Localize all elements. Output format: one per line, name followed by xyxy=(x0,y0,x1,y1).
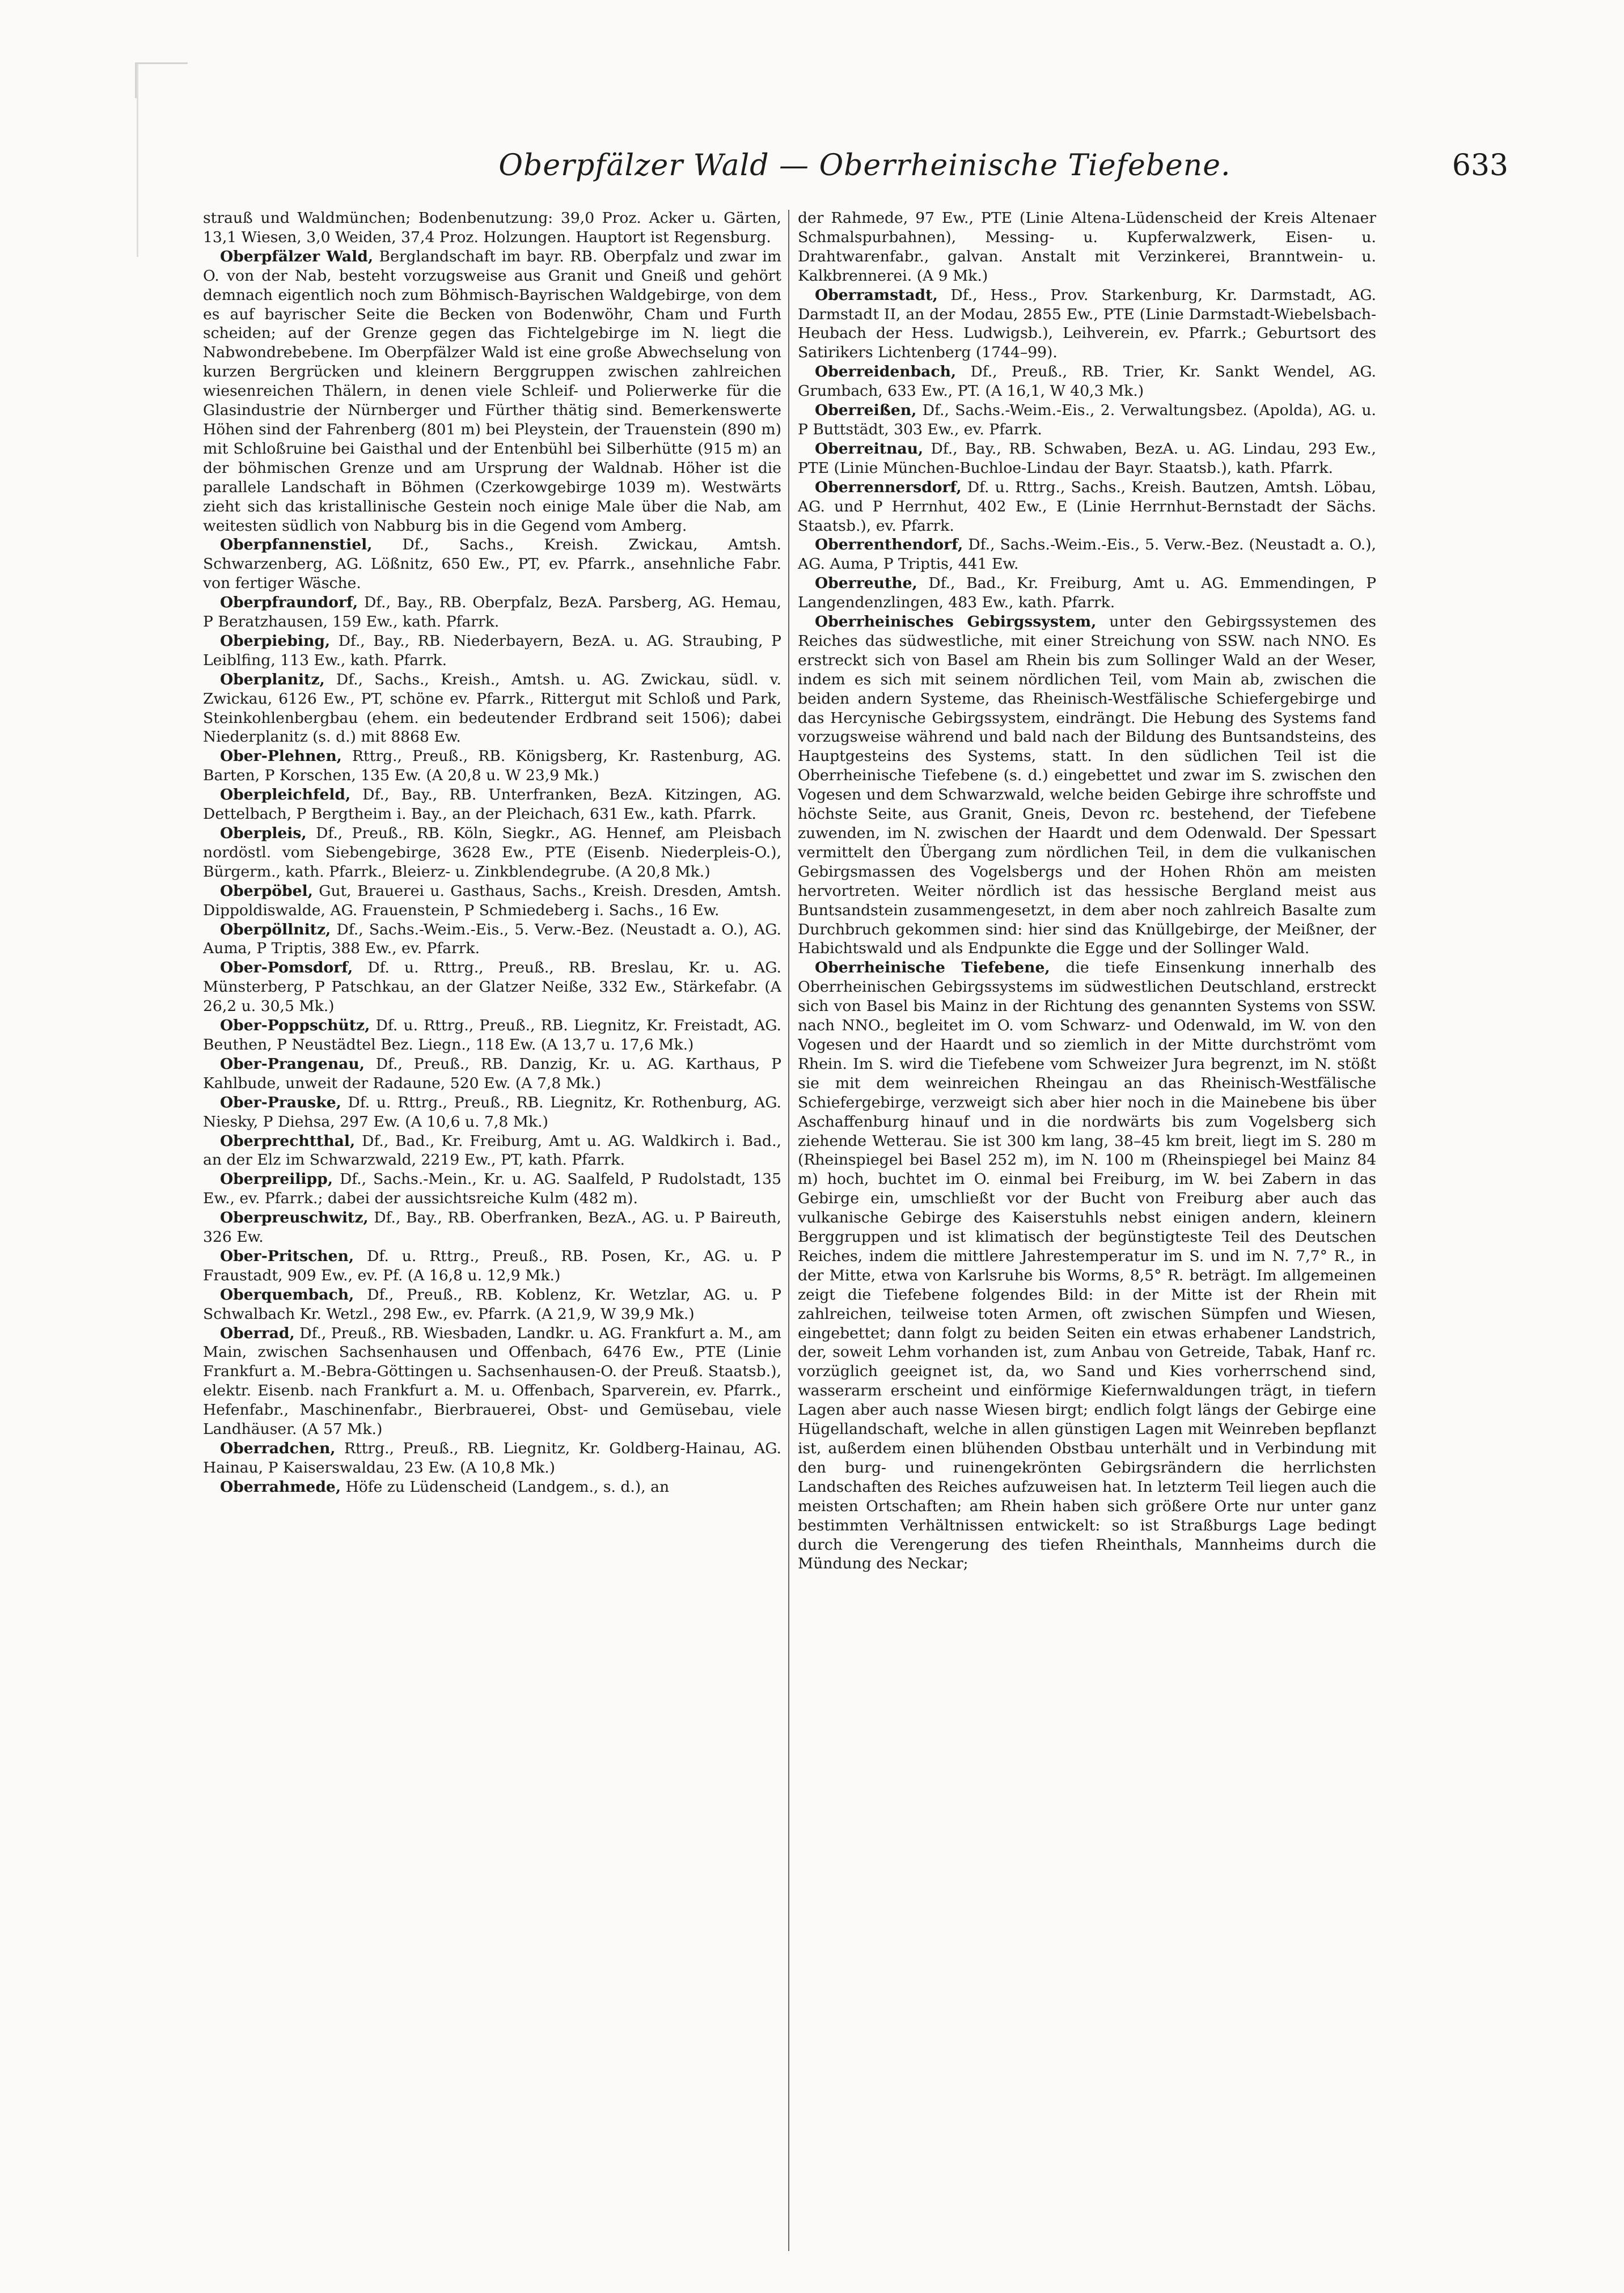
dictionary-entry xyxy=(203,785,781,824)
entry-text: Df., Bay., RB. Schwaben, BezA. u. AG. Lindau, 293 Ew., PTE (Linie München-Buchloe-Lindau der Bayr. Staatsb.), kath. Pfarrk. xyxy=(798,439,1376,477)
entry-text: die tiefe Einsenkung innerhalb des Oberrheinischen Gebirgssystems im südwestlichen Deutschland, erstreckt sich von Basel bis Mainz in der Richtung des genannten Systems von SSW. nach NNO., begleitet im O. vom Schwarz- und Odenwald, im W. von den Vogesen und der Haardt und so ziemlich in der Mitte durchströmt vom Rhein. Im S. wird die Tiefebene vom Schweizer Jura begrenzt, im N. stößt sie mit dem weinreichen Rheingau an das Rheinisch-Westfälische Schiefergebirge, verzweigt sich aber hier noch in die Mainebene bis über Aschaffenburg hinauf und in die nordwärts bis zum Vogelsberg sich ziehende Wetterau. Sie ist 300 km lang, 38–45 km breit, liegt im S. 280 m (Rheinspiegel bei Basel 252 m), im N. 100 m (Rheinspiegel bei Mainz 84 m) hoch, buchtet im O. einmal bei Freiburg, im W. bei Zabern in das Gebirge ein, umschließt vor der Bucht von Freiburg aber auch das vulkanische Gebirge des Kaiserstuhls nebst einigen andern, kleinern Berggruppen und ist klimatisch der begünstigteste Teil des Deutschen Reiches, indem die mittlere Jahrestemperatur im S. und im N. 7,7° R., in der Mitte, etwa von Karlsruhe bis Worms, 8,5° R. beträgt. Im allgemeinen zeigt die Tiefebene folgendes Bild: in der Mitte ist der Rhein mit zahlreichen, teilweise toten Armen, oft zwischen Sümpfen und Wiesen, eingebettet; dann folgt zu beiden Seiten ein etwas erhabener Landstrich, der, soweit Lehm vorhanden ist, zum Anbau von Getreide, Tabak, Hanf rc. vorzüglich geeignet ist, da, wo Sand und Kies vorherrschend sind, wasserarm erscheint und einförmige Kiefernwaldungen trägt, in tiefern Lagen aber auch nasse Wiesen birgt; endlich folgt längs der Gebirge eine Hügellandschaft, welche in allen günstigen Lagen mit Weinreben bepflanzt ist, außerdem einen blühenden Obstbau unterhält und in Verbindung mit den burg- und ruinengekrönten Gebirgsrändern die herrlichsten Landschaften des Reiches aufzuweisen hat. In letzterm Teil liegen auch die meisten Ortschaften; am Rhein haben sich größere Orte nur unter ganz bestimmten Verhältnissen entwickelt: so ist Straßburgs Lage bedingt durch die Verengerung des tiefen Rheinthals, Mannheims durch die Mündung des Neckar; xyxy=(798,959,1376,1573)
dictionary-entry xyxy=(203,1247,781,1285)
dictionary-entry xyxy=(798,958,1376,1573)
entry-text: Df., Bay., RB. Oberpfalz, BezA. Parsberg, AG. Hemau, P Beratzhausen, 159 Ew., kath. Pfarrk. xyxy=(203,594,781,631)
dictionary-entry xyxy=(203,920,781,959)
entry-text: Df., Bad., Kr. Freiburg, Amt u. AG. Waldkirch i. Bad., an der Elz im Schwarzwald, 2219 Ew., PT, kath. Pfarrk. xyxy=(203,1132,781,1169)
entry-text: Df. u. Rttrg., Preuß., RB. Liegnitz, Kr. Freistadt, AG. Beuthen, P Neustädtel Bez. Liegn., 118 Ew. (A 13,7 u. 17,6 Mk.) xyxy=(203,1017,781,1054)
entry-headword: Oberplanitz, xyxy=(220,670,325,688)
dictionary-entry xyxy=(203,247,781,536)
dictionary-entry xyxy=(203,593,781,632)
running-title: Oberpfälzer Wald — Oberrheinische Tiefebene. xyxy=(498,149,1231,183)
entry-text: Df. u. Rttrg., Preuß., RB. Liegnitz, Kr. Rothenburg, AG. Niesky, P Diehsa, 297 Ew. (A 10,6 u. 7,8 Mk.) xyxy=(203,1093,781,1131)
entry-headword: Ober-Prauske, xyxy=(220,1093,341,1111)
entry-text: Df., Sachs., Kreish. Zwickau, Amtsh. Schwarzenberg, AG. Lößnitz, 650 Ew., PT, ev. Pfarrk., ansehnliche Fabr. von fertiger Wäsche. xyxy=(203,536,781,593)
dictionary-entry xyxy=(798,209,1376,286)
entry-headword: Oberpfälzer Wald, xyxy=(220,247,374,265)
dictionary-entry xyxy=(798,612,1376,958)
entry-headword: Oberrad, xyxy=(220,1324,295,1342)
dictionary-entry xyxy=(798,439,1376,478)
entry-text: Df., Bad., Kr. Freiburg, Amt u. AG. Emmendingen, P Langendenzlingen, 483 Ew., kath. Pfarrk. xyxy=(798,574,1376,612)
page-header xyxy=(204,149,1508,188)
dictionary-entry xyxy=(203,747,781,785)
left-column xyxy=(203,209,781,2261)
entry-headword: Ober-Plehnen, xyxy=(220,747,342,765)
dictionary-entry xyxy=(798,574,1376,612)
entry-headword: Oberpöllnitz, xyxy=(220,920,331,938)
entry-headword: Oberreuthe, xyxy=(815,574,917,593)
entry-text: Df., Hess., Prov. Starkenburg, Kr. Darmstadt, AG. Darmstadt II, an der Modau, 2855 Ew., PTE (Linie Darmstadt-Wiebelsbach-Heubach der Hess. Ludwigsb.), Leihverein, ev. Pfarrk.; Geburtsort des Satirikers Lichtenberg (1744–99). xyxy=(798,286,1376,362)
dictionary-entry xyxy=(203,1055,781,1093)
dictionary-entry xyxy=(203,1324,781,1439)
entry-headword: Ober-Prangenau, xyxy=(220,1055,365,1073)
entry-headword: Oberrenthendorf, xyxy=(815,536,963,554)
dictionary-entry xyxy=(203,535,781,593)
entry-text: Df. u. Rttrg., Sachs., Kreish. Bautzen, Amtsh. Löbau, AG. und P Herrnhut, 402 Ew., E (Linie Herrnhut-Bernstadt der Sächs. Staatsb.), ev. Pfarrk. xyxy=(798,478,1376,535)
dictionary-entry xyxy=(798,478,1376,536)
right-column xyxy=(798,209,1376,2261)
entry-headword: Oberpfannenstiel, xyxy=(220,536,373,554)
dictionary-entry xyxy=(203,1093,781,1132)
entry-text: unter den Gebirgssystemen des Reiches das südwestliche, mit einer Streichung von SSW. nach NNO. Es erstreckt sich von Basel am Rhein bis zum Sollinger Wald an der Weser, indem es sich mit seinem nördlichen Teil, vom Main ab, zwischen die beiden andern Systeme, das Rheinisch-Westfälische Schiefergebirge und das Hercynische Gebirgssystem, eindrängt. Die Hebung des Systems fand vorzugsweise während und bald nach der Bildung des Buntsandsteins, des Hauptgesteins des Systems, statt. In den südlichen Teil ist die Oberrheinische Tiefebene (s. d.) eingebettet und zwar im S. zwischen den Vogesen und dem Schwarzwald, welche beiden Gebirge ihre schroffste und höchste Seite, aus Granit, Gneis, Devon rc. bestehend, der Tiefebene zuwenden, im N. zwischen der Haardt und dem Odenwald. Der Spessart vermittelt den Übergang zum nördlichen Teil, in dem die vulkanischen Gebirgsmassen des Vogelsbergs und der Hohen Rhön am meisten hervortreten. Weiter nördlich ist das hessische Bergland meist aus Buntsandstein zusammengesetzt, in dem aber noch zahlreich Basalte zum Durchbruch gekommen sind: hier sind das Knüllgebirge, der Meißner, der Habichtswald und als Endpunkte die Egge und der Sollinger Wald. xyxy=(798,613,1376,958)
dictionary-entry xyxy=(203,1439,781,1478)
entry-headword: Oberpleichfeld, xyxy=(220,786,351,804)
entry-headword: Oberpfraundorf, xyxy=(220,594,358,612)
entry-text: Gut, Brauerei u. Gasthaus, Sachs., Kreish. Dresden, Amtsh. Dippoldiswalde, AG. Frauenstein, P Schmiedeberg i. Sachs., 16 Ew. xyxy=(203,882,781,919)
entry-headword: Ober-Poppschütz, xyxy=(220,1017,370,1035)
entry-headword: Oberreißen, xyxy=(815,401,917,420)
scan-corner-mark xyxy=(135,62,188,98)
entry-headword: Oberpleis, xyxy=(220,824,307,842)
entry-headword: Oberpreuschwitz, xyxy=(220,1209,369,1227)
column-divider xyxy=(788,210,789,2251)
entry-headword: Oberrheinisches Gebirgssystem, xyxy=(815,613,1097,631)
entry-text: Df. u. Rttrg., Preuß., RB. Breslau, Kr. u. AG. Münsterberg, P Patschkau, an der Glatzer Neiße, 332 Ew., Stärkefabr. (A 26,2 u. 30,5 Mk.) xyxy=(203,959,781,1016)
dictionary-entry xyxy=(203,882,781,920)
entry-headword: Oberpreilipp, xyxy=(220,1170,333,1188)
entry-text: Df., Sachs.-Mein., Kr. u. AG. Saalfeld, P Rudolstadt, 135 Ew., ev. Pfarrk.; dabei der aussichtsreiche Kulm (482 m). xyxy=(203,1170,781,1208)
entry-headword: Oberrahmede, xyxy=(220,1478,341,1496)
entry-text: Höfe zu Lüdenscheid (Landgem., s. d.), an xyxy=(341,1478,670,1496)
entry-headword: Oberramstadt, xyxy=(815,286,938,304)
dictionary-entry xyxy=(203,209,781,247)
entry-headword: Oberradchen, xyxy=(220,1440,336,1457)
dictionary-entry xyxy=(203,1478,781,1497)
entry-text: der Rahmede, 97 Ew., PTE (Linie Altena-Lüdenscheid der Kreis Altenaer Schmalspurbahnen), Messing- u. Kupferwalzwerk, Eisen- u. Drahtwarenfabr., galvan. Anstalt mit Verzinkerei, Branntwein- u. Kalkbrennerei. (A 9 Mk.) xyxy=(798,209,1376,285)
entry-headword: Oberrennersdorf, xyxy=(815,478,962,496)
dictionary-entry xyxy=(203,1132,781,1170)
entry-text: Rttrg., Preuß., RB. Liegnitz, Kr. Goldberg-Hainau, AG. Hainau, P Kaiserswaldau, 23 Ew. (A 10,8 Mk.) xyxy=(203,1440,781,1477)
dictionary-entry xyxy=(203,1285,781,1324)
dictionary-entry xyxy=(203,824,781,882)
entry-text: Df., Bay., RB. Niederbayern, BezA. u. AG. Straubing, P Leiblfing, 113 Ew., kath. Pfarrk. xyxy=(203,632,781,669)
entry-headword: Oberrheinische Tiefebene, xyxy=(815,959,1050,977)
entry-headword: Oberprechtthal, xyxy=(220,1132,356,1150)
entry-text: Berglandschaft im bayr. RB. Oberpfalz und zwar im O. von der Nab, besteht vorzugsweise aus Granit und Gneiß und gehört demnach eigentlich noch zum Böhmisch-Bayrischen Waldgebirge, von dem es auf bayrischer Seite die Becken von Bodenwöhr, Cham und Furth scheiden; auf der Grenze gegen das Fichtelgebirge im N. liegt die Nabwondrebebene. Im Oberpfälzer Wald ist eine große Abwechselung von kurzen Bergrücken und kleinern Berggruppen zwischen zahlreichen wiesenreichen Thälern, in denen viele Schleif- und Polierwerke für die Glasindustrie der Nürnberger und Fürther thätig sind. Bemerkenswerte Höhen sind der Fahrenberg (801 m) bei Pleystein, der Trauenstein (890 m) mit Schloßruine bei Gaisthal und der Entenbühl bei Silberhütte (915 m) an der böhmischen Grenze und am Ursprung der Waldnab. Höher ist die parallele Landschaft in Böhmen (Czerkowgebirge 1039 m). Westwärts zieht sich das kristallinische Gestein noch einige Male über die Nab, am weitesten südlich von Nabburg bis in die Gegend vom Amberg. xyxy=(203,247,781,535)
entry-text: Df., Sachs.-Weim.-Eis., 5. Verw.-Bez. (Neustadt a. O.), AG. Auma, P Triptis, 441 Ew. xyxy=(798,536,1376,573)
entry-text: Rttrg., Preuß., RB. Königsberg, Kr. Rastenburg, AG. Barten, P Korschen, 135 Ew. (A 20,8 u. W 23,9 Mk.) xyxy=(203,747,781,785)
entry-text: Df., Sachs.-Weim.-Eis., 5. Verw.-Bez. (Neustadt a. O.), AG. Auma, P Triptis, 388 Ew., ev. Pfarrk. xyxy=(203,920,781,958)
entry-headword: Ober-Pritschen, xyxy=(220,1247,354,1265)
entry-text: Df., Preuß., RB. Köln, Siegkr., AG. Hennef, am Pleisbach nordöstl. vom Siebengebirge, 3628 Ew., PTE (Eisenb. Niederpleis-O.), Bürgerm., kath. Pfarrk., Bleierz- u. Zinkblendegrube. (A 20,8 Mk.) xyxy=(203,824,781,881)
entry-headword: Ober-Pomsdorf, xyxy=(220,959,353,977)
dictionary-entry xyxy=(203,632,781,670)
entry-text: Df. u. Rttrg., Preuß., RB. Posen, Kr., AG. u. P Fraustadt, 909 Ew., ev. Pf. (A 16,8 u. 12,9 Mk.) xyxy=(203,1247,781,1284)
entry-text: Df., Bay., RB. Oberfranken, BezA., AG. u. P Baireuth, 326 Ew. xyxy=(203,1209,781,1246)
dictionary-entry xyxy=(798,286,1376,363)
dictionary-entry xyxy=(798,535,1376,574)
entry-text: Df., Sachs., Kreish., Amtsh. u. AG. Zwickau, südl. v. Zwickau, 6126 Ew., PT, schöne ev. Pfarrk., Rittergut mit Schloß und Park, Steinkohlenbergbau (ehem. ein bedeutender Erdbrand seit 1506); dabei Niederplanitz (s. d.) mit 8868 Ew. xyxy=(203,670,781,746)
entry-text: Df., Preuß., RB. Danzig, Kr. u. AG. Karthaus, P Kahlbude, unweit der Radaune, 520 Ew. (A 7,8 Mk.) xyxy=(203,1055,781,1092)
entry-headword: Oberpiebing, xyxy=(220,632,331,650)
dictionary-entry xyxy=(203,670,781,747)
entry-text: Df., Preuß., RB. Koblenz, Kr. Wetzlar, AG. u. P Schwalbach Kr. Wetzl., 298 Ew., ev. Pfarrk. (A 21,9, W 39,9 Mk.) xyxy=(203,1285,781,1323)
entry-headword: Oberquembach, xyxy=(220,1285,354,1304)
entry-headword: Oberreidenbach, xyxy=(815,363,957,381)
dictionary-entry xyxy=(203,1170,781,1208)
entry-text: Df., Sachs.-Weim.-Eis., 2. Verwaltungsbez. (Apolda), AG. u. P Buttstädt, 303 Ew., ev. Pfarrk. xyxy=(798,401,1376,438)
entry-text: Df., Bay., RB. Unterfranken, BezA. Kitzingen, AG. Dettelbach, P Bergtheim i. Bay., an der Pleichach, 631 Ew., kath. Pfarrk. xyxy=(203,786,781,823)
entry-headword: Oberreitnau, xyxy=(815,439,924,458)
page-number: 633 xyxy=(1452,149,1508,183)
dictionary-entry xyxy=(798,362,1376,401)
dictionary-entry xyxy=(203,1016,781,1055)
dictionary-entry xyxy=(203,958,781,1016)
entry-text: Df., Preuß., RB. Trier, Kr. Sankt Wendel, AG. Grumbach, 633 Ew., PT. (A 16,1, W 40,3 Mk.) xyxy=(798,363,1376,400)
entry-headword: Oberpöbel, xyxy=(220,882,313,900)
entry-text: strauß und Waldmünchen; Bodenbenutzung: 39,0 Proz. Acker u. Gärten, 13,1 Wiesen, 3,0 Weiden, 37,4 Proz. Holzungen. Hauptort ist Regensburg. xyxy=(203,209,781,246)
dictionary-entry xyxy=(203,1208,781,1247)
entry-text: Df., Preuß., RB. Wiesbaden, Landkr. u. AG. Frankfurt a. M., am Main, zwischen Sachsenhausen und Offenbach, 6476 Ew., PTE (Linie Frankfurt a. M.-Bebra-Göttingen u. Sachsenhausen-O. der Preuß. Staatsb.), elektr. Eisenb. nach Frankfurt a. M. u. Offenbach, Sparverein, ev. Pfarrk., Hefenfabr., Maschinenfabr., Bierbrauerei, Obst- und Gemüsebau, viele Landhäuser. (A 57 Mk.) xyxy=(203,1324,781,1439)
dictionary-entry xyxy=(798,401,1376,439)
